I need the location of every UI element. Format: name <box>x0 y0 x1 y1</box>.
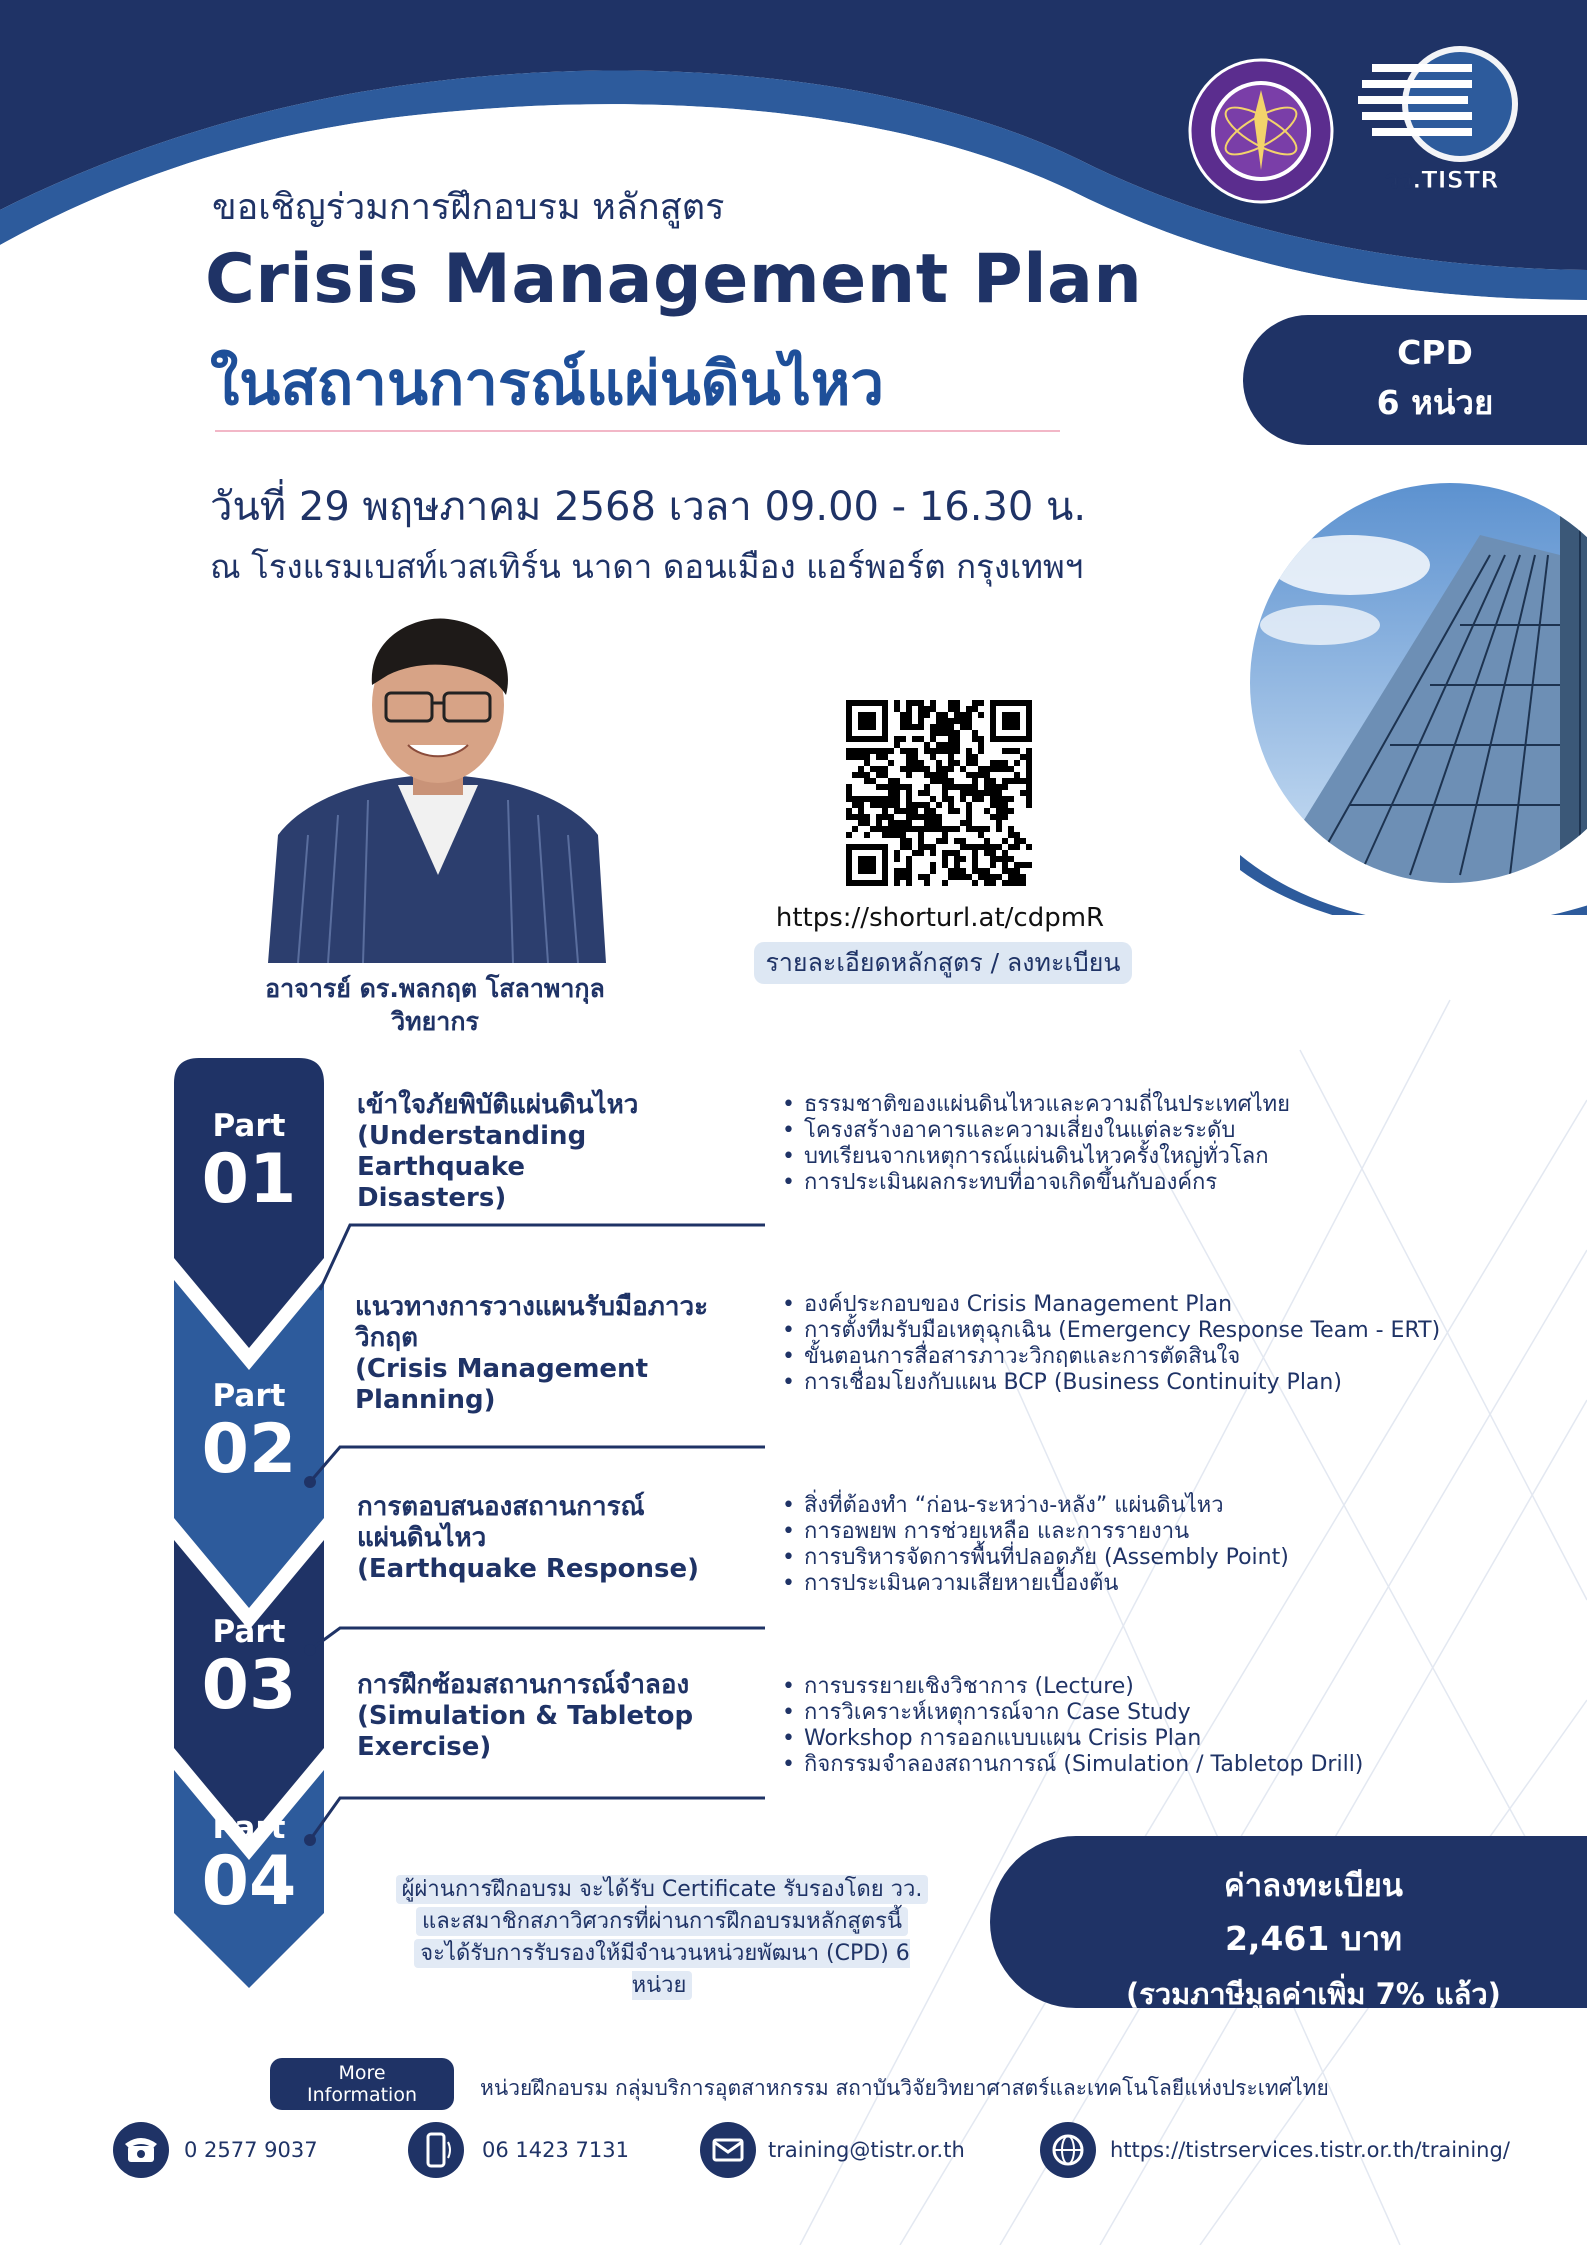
part-01-label <box>174 1108 324 1219</box>
phone-icon <box>113 2122 169 2178</box>
ministry-seal-logo <box>1188 58 1334 204</box>
registration-fee-badge <box>990 1836 1587 2011</box>
more-information-button[interactable] <box>270 2058 454 2110</box>
phone-number[interactable]: 0 2577 9037 <box>184 2138 318 2162</box>
part-03-title <box>357 1492 757 1585</box>
part-word: Part <box>212 1108 286 1144</box>
qr-code[interactable] <box>846 700 1032 886</box>
speaker-caption <box>200 972 670 1038</box>
globe-icon <box>1040 2122 1096 2178</box>
title-line: Exercise) <box>357 1732 492 1762</box>
organizer-unit: หน่วยฝึกอบรม กลุ่มบริการอุตสาหกรรม สถาบันวิจัยวิทยาศาสตร์และเทคโนโลยีแห่งประเทศไทย <box>480 2076 1329 2100</box>
part-word: Part <box>212 1810 286 1846</box>
certificate-line: จะได้รับการรับรองให้มีจำนวนหน่วยพัฒนา (CPD) 6 หน่วย <box>414 1939 910 2000</box>
fee-vat-note: (รวมภาษีมูลค่าเพิ่ม 7% แล้ว) <box>1126 1977 1501 2011</box>
mobile-number[interactable]: 06 1423 7131 <box>482 2138 629 2162</box>
topic-item: • การเชื่อมโยงกับแผน BCP (Business Continuity Plan) <box>804 1370 1484 1396</box>
part-number: 03 <box>201 1646 297 1725</box>
title-line: (Simulation & Tabletop <box>357 1701 694 1731</box>
title-line: (Crisis Management Planning) <box>355 1354 648 1415</box>
more-line: More <box>338 2062 386 2084</box>
topic-item: • กิจกรรมจำลองสถานการณ์ (Simulation / Tabletop Drill) <box>804 1752 1484 1778</box>
cpd-label: CPD <box>1397 333 1473 372</box>
topic-item: • องค์ประกอบของ Crisis Management Plan <box>804 1292 1484 1318</box>
title-divider <box>215 430 1060 432</box>
title-line: (Earthquake Response) <box>357 1554 699 1584</box>
part-number: 01 <box>201 1140 297 1219</box>
certificate-line: และสมาชิกสภาวิศวกรที่ผ่านการฝึกอบรมหลักสูตรนี้ <box>416 1907 908 1936</box>
topic-item: • สิ่งที่ต้องทำ “ก่อน-ระหว่าง-หลัง” แผ่นดินไหว <box>804 1493 1484 1519</box>
topic-item: • การประเมินผลกระทบที่อาจเกิดขึ้นกับองค์กร <box>804 1170 1484 1196</box>
topic-item: • การอพยพ การช่วยเหลือ และการรายงาน <box>804 1519 1484 1545</box>
fee-amount: 2,461 บาท <box>1224 1919 1403 1958</box>
part-01-topics <box>780 1092 1484 1196</box>
topic-item: • บทเรียนจากเหตุการณ์แผ่นดินไหวครั้งใหญ่ทั่วโลก <box>804 1144 1484 1170</box>
website-url[interactable]: https://tistrservices.tistr.or.th/training/ <box>1110 2138 1510 2162</box>
more-line: Information <box>307 2084 417 2106</box>
speaker-name: อาจารย์ ดร.พลกฤต โสลาพากุล <box>265 974 605 1003</box>
part-number: 02 <box>201 1410 297 1489</box>
topic-item: • โครงสร้างอาคารและความเสี่ยงในแต่ละระดับ <box>804 1118 1484 1144</box>
registration-url[interactable]: https://shorturl.at/cdpmR <box>775 903 1105 933</box>
topic-item: • การบริหารจัดการพื้นที่ปลอดภัย (Assembly Point) <box>804 1545 1484 1571</box>
topic-item: • การตั้งทีมรับมือเหตุฉุกเฉิน (Emergency Response Team - ERT) <box>804 1318 1484 1344</box>
topic-item: • ธรรมชาติของแผ่นดินไหวและความถี่ในประเทศไทย <box>804 1092 1484 1118</box>
invitation-line: ขอเชิญร่วมการฝึกอบรม หลักสูตร <box>212 187 725 228</box>
building-photo <box>1230 475 1587 915</box>
topic-item: • ขั้นตอนการสื่อสารภาวะวิกฤตและการตัดสินใจ <box>804 1344 1484 1370</box>
title-line: แผ่นดินไหว <box>357 1523 487 1553</box>
part-04-topics <box>780 1674 1484 1778</box>
speaker-photo <box>268 615 606 963</box>
title-line: เข้าใจภัยพิบัติแผ่นดินไหว <box>357 1090 639 1120</box>
topic-item: • Workshop การออกแบบแผน Crisis Plan <box>804 1726 1484 1752</box>
topic-item: • การวิเคราะห์เหตุการณ์จาก Case Study <box>804 1700 1484 1726</box>
part-01-title <box>357 1090 757 1214</box>
part-02-title <box>355 1292 755 1416</box>
email-icon <box>700 2122 756 2178</box>
tistr-logo <box>1352 42 1532 202</box>
title-line: (Understanding Earthquake <box>357 1121 587 1182</box>
registration-label: รายละเอียดหลักสูตร / ลงทะเบียน <box>754 942 1132 984</box>
topic-item: • การบรรยายเชิงวิชาการ (Lecture) <box>804 1674 1484 1700</box>
course-title-thai: ในสถานการณ์แผ่นดินไหว <box>210 349 885 419</box>
part-number: 04 <box>201 1842 297 1921</box>
cpd-units: 6 หน่วย <box>1376 383 1494 422</box>
tistr-logo-text: วว.TISTR <box>1385 166 1499 194</box>
cpd-badge <box>1243 315 1587 445</box>
title-line: การฝึกซ้อมสถานการณ์จำลอง <box>357 1670 690 1700</box>
event-date: วันที่ 29 พฤษภาคม 2568 เวลา 09.00 - 16.30 น. <box>210 484 1087 530</box>
title-line: การตอบสนองสถานการณ์ <box>357 1492 645 1522</box>
speaker-role: วิทยากร <box>391 1007 479 1036</box>
title-line: Disasters) <box>357 1183 507 1213</box>
topic-item: • การประเมินความเสียหายเบื้องต้น <box>804 1571 1484 1597</box>
title-line: แนวทางการวางแผนรับมือภาวะ <box>355 1292 709 1322</box>
part-04-title <box>357 1670 757 1763</box>
course-title-english: Crisis Management Plan <box>205 240 1143 319</box>
part-03-topics <box>780 1493 1484 1597</box>
part-word: Part <box>212 1378 286 1414</box>
certificate-note <box>382 1874 942 2002</box>
fee-title: ค่าลงทะเบียน <box>1224 1868 1403 1904</box>
event-venue: ณ โรงแรมเบสท์เวสเทิร์น นาดา ดอนเมือง แอร์พอร์ต กรุงเทพฯ <box>210 547 1084 586</box>
email-address[interactable]: training@tistr.or.th <box>768 2138 965 2162</box>
part-word: Part <box>212 1614 286 1650</box>
title-line: วิกฤต <box>355 1323 418 1353</box>
mobile-icon <box>408 2122 464 2178</box>
certificate-line: ผู้ผ่านการฝึกอบรม จะได้รับ Certificate รับรองโดย วว. <box>396 1875 929 1904</box>
part-02-topics <box>780 1292 1484 1396</box>
